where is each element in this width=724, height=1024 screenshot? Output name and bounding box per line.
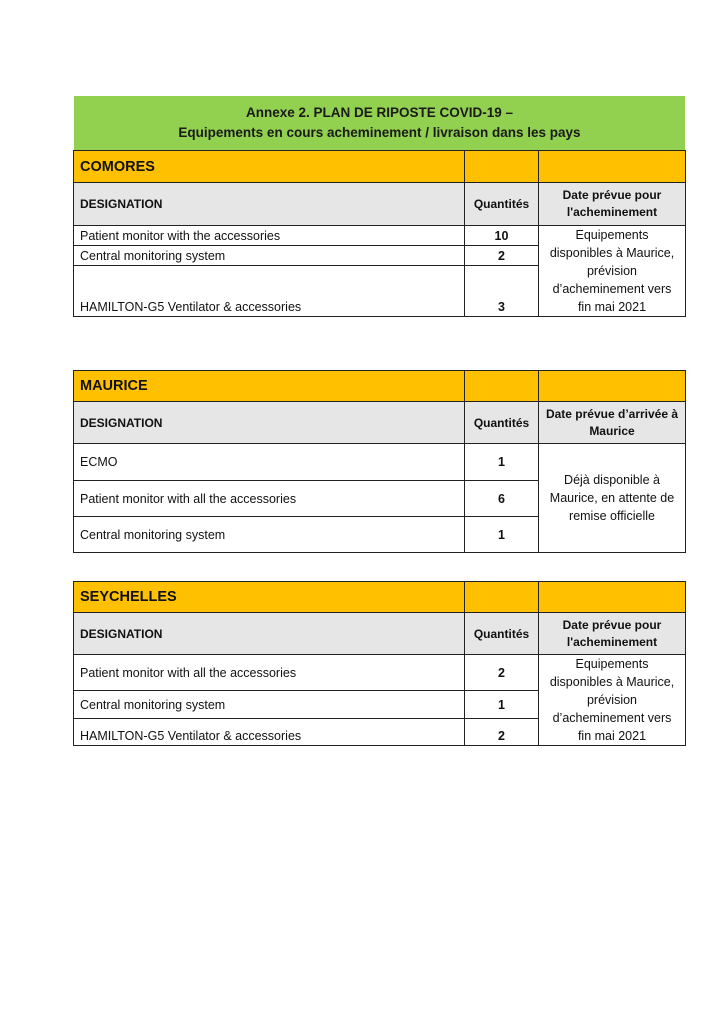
table-row bbox=[74, 226, 686, 246]
country-name: MAURICE bbox=[74, 371, 465, 402]
country-name: SEYCHELLES bbox=[74, 582, 465, 613]
header-date: Date prévue d’arrivée à Maurice bbox=[539, 402, 686, 444]
table-maurice bbox=[73, 370, 686, 553]
header-quantity: Quantités bbox=[465, 183, 539, 226]
header-quantity: Quantités bbox=[465, 613, 539, 655]
header-designation: DESIGNATION bbox=[74, 613, 465, 655]
row-designation: Central monitoring system bbox=[74, 691, 465, 718]
table-seychelles bbox=[73, 581, 686, 746]
row-quantity: 1 bbox=[465, 444, 539, 481]
annex-title-line2: Equipements en cours acheminement / livraison dans les pays bbox=[178, 125, 581, 140]
row-quantity: 1 bbox=[465, 517, 539, 553]
delivery-note: Déjà disponible à Maurice, en attente de remise officielle bbox=[539, 444, 686, 553]
row-quantity: 1 bbox=[465, 691, 539, 718]
row-designation: ECMO bbox=[74, 444, 465, 481]
row-quantity: 2 bbox=[465, 246, 539, 265]
row-designation: Central monitoring system bbox=[74, 246, 465, 265]
row-designation: Patient monitor with all the accessories bbox=[74, 481, 465, 517]
delivery-note: Equipements disponibles à Maurice, prévision d’acheminement vers fin mai 2021 bbox=[539, 226, 686, 317]
header-date: Date prévue pour l'acheminement bbox=[539, 183, 686, 226]
row-designation: HAMILTON-G5 Ventilator & accessories bbox=[74, 265, 465, 316]
table-row bbox=[74, 655, 686, 691]
row-quantity: 3 bbox=[465, 265, 539, 316]
row-designation: Patient monitor with all the accessories bbox=[74, 655, 465, 691]
row-quantity: 10 bbox=[465, 226, 539, 246]
header-date: Date prévue pour l'acheminement bbox=[539, 613, 686, 655]
annex-title-line1: Annexe 2. PLAN DE RIPOSTE COVID-19 – bbox=[245, 105, 514, 120]
row-quantity: 2 bbox=[465, 718, 539, 745]
table-comores bbox=[73, 150, 686, 317]
table-row bbox=[74, 444, 686, 481]
row-designation: HAMILTON-G5 Ventilator & accessories bbox=[74, 718, 465, 745]
delivery-note: Equipements disponibles à Maurice, prévision d’acheminement vers fin mai 2021 bbox=[539, 655, 686, 746]
annex-title-banner bbox=[74, 96, 685, 150]
row-quantity: 6 bbox=[465, 481, 539, 517]
row-quantity: 2 bbox=[465, 655, 539, 691]
header-quantity: Quantités bbox=[465, 402, 539, 444]
country-name: COMORES bbox=[74, 151, 465, 183]
row-designation: Patient monitor with the accessories bbox=[74, 226, 465, 246]
header-designation: DESIGNATION bbox=[74, 183, 465, 226]
row-designation: Central monitoring system bbox=[74, 517, 465, 553]
header-designation: DESIGNATION bbox=[74, 402, 465, 444]
